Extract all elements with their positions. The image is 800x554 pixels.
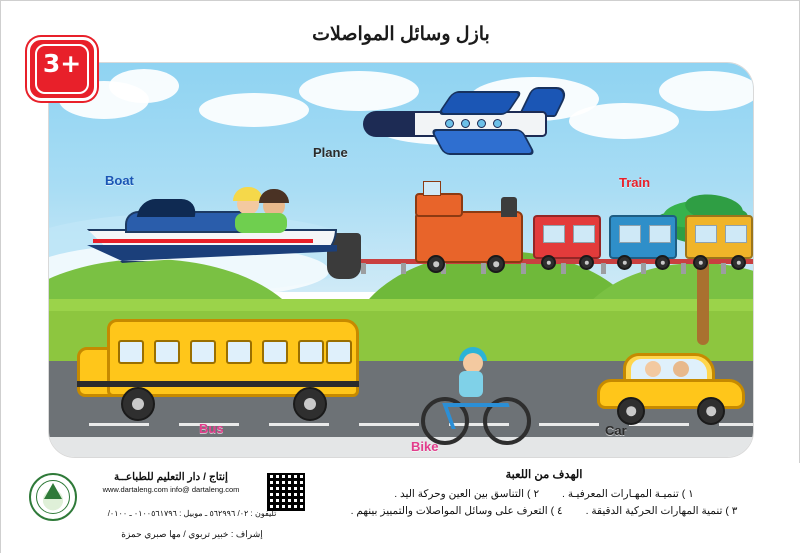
goal-item-2: ٢ ) التناسق بين العين وحركة اليد . <box>394 488 540 500</box>
train-window <box>695 225 717 243</box>
train-wheel <box>617 255 632 270</box>
cloud-icon <box>569 103 679 139</box>
sidewalk <box>49 437 753 457</box>
bus-illustration <box>77 309 377 433</box>
train-wheel <box>427 255 445 273</box>
publisher-block <box>81 471 261 494</box>
railway-tie <box>401 263 406 274</box>
train-chimney <box>501 197 517 217</box>
bike-illustration <box>421 363 539 447</box>
train-wheel <box>655 255 670 270</box>
plane-window <box>493 119 502 128</box>
cloud-icon <box>199 93 309 127</box>
publisher-credits: إشراف : خبير تربوي / مها صبري حمزة <box>121 529 263 539</box>
label-bike: Bike <box>411 439 439 454</box>
train-car <box>685 215 753 259</box>
goal-item-3: ٣ ) تنمية المهارات الحركية الدقيقة . <box>585 505 738 518</box>
rider-torso <box>459 371 483 397</box>
car-passenger-head <box>673 361 689 377</box>
label-train: Train <box>619 175 651 190</box>
publisher-web: www.dartaleng.com info@ dartaleng.com <box>102 485 240 494</box>
train-cab <box>415 193 463 217</box>
bus-wheel <box>121 387 155 421</box>
goals-block <box>301 467 787 521</box>
bike-rider <box>445 347 505 407</box>
plane-wing <box>430 129 536 155</box>
car-wheel <box>697 397 725 425</box>
train-window <box>573 225 595 243</box>
train-illustration <box>415 189 745 287</box>
railway-tie <box>361 263 366 274</box>
train-window <box>423 181 441 196</box>
label-plane: Plane <box>313 145 348 160</box>
train-wheel <box>541 255 556 270</box>
train-window <box>649 225 671 243</box>
train-car <box>609 215 677 259</box>
label-boat: Boat <box>105 173 134 188</box>
boat-passenger-body <box>235 213 287 233</box>
bus-stripe <box>77 381 359 387</box>
plane-window <box>477 119 486 128</box>
car-passenger-head <box>645 361 661 377</box>
footer <box>1 463 800 554</box>
bus-window <box>154 340 180 364</box>
car-wheel <box>617 397 645 425</box>
bus-window <box>226 340 252 364</box>
train-window <box>725 225 747 243</box>
car-windshield <box>631 359 707 379</box>
bus-window <box>326 340 352 364</box>
goal-item-4: ٤ ) التعرف على وسائل المواصلات والتمييز بينهم . <box>350 505 563 518</box>
age-badge <box>27 37 97 101</box>
boat-red-stripe <box>93 239 313 243</box>
train-window <box>619 225 641 243</box>
plane-illustration <box>349 85 569 165</box>
publisher-logo <box>29 473 77 521</box>
publisher-contact: تليفون : ٠٢/ ٥٦٢٩٩٦ ـ موبيل : ٠١٠٠٥٦١٧٩٦ ـ ٠١٠٠/ <box>107 509 277 518</box>
train-wheel <box>579 255 594 270</box>
rider-head <box>463 353 483 373</box>
bus-window <box>298 340 324 364</box>
boat-hull-stripe <box>87 245 337 261</box>
plane-window <box>445 119 454 128</box>
boat-passenger-hair <box>259 189 289 203</box>
boat-windshield <box>137 199 199 217</box>
goal-item-1: ١ ) تنميـة المهـارات المعرفيـة . <box>562 488 694 500</box>
train-window <box>543 225 565 243</box>
bus-window <box>118 340 144 364</box>
plane-window <box>461 119 470 128</box>
train-car <box>533 215 601 259</box>
tree-icon <box>44 483 62 499</box>
boat-illustration <box>87 185 357 275</box>
age-badge-label: 3+ <box>42 49 82 78</box>
publisher-name: إنتاج / دار التعليم للطباعــة <box>114 471 228 483</box>
car-illustration <box>597 345 749 431</box>
label-bus: Bus <box>199 421 224 436</box>
plane-nose <box>363 111 415 137</box>
road-marking <box>539 423 599 426</box>
cloud-icon <box>659 71 753 111</box>
bus-wheel <box>293 387 327 421</box>
train-wheel <box>693 255 708 270</box>
page-title: بازل وسائل المواصلات <box>312 24 490 45</box>
goals-line-2 <box>301 503 787 520</box>
label-car: Car <box>605 423 627 438</box>
goals-title: الهدف من اللعبة <box>505 469 583 481</box>
bus-window <box>190 340 216 364</box>
cloud-icon <box>109 69 179 103</box>
train-wheel <box>731 255 746 270</box>
transport-scene <box>49 63 753 457</box>
bus-window <box>262 340 288 364</box>
goals-line-1 <box>301 486 787 503</box>
train-wheel <box>487 255 505 273</box>
